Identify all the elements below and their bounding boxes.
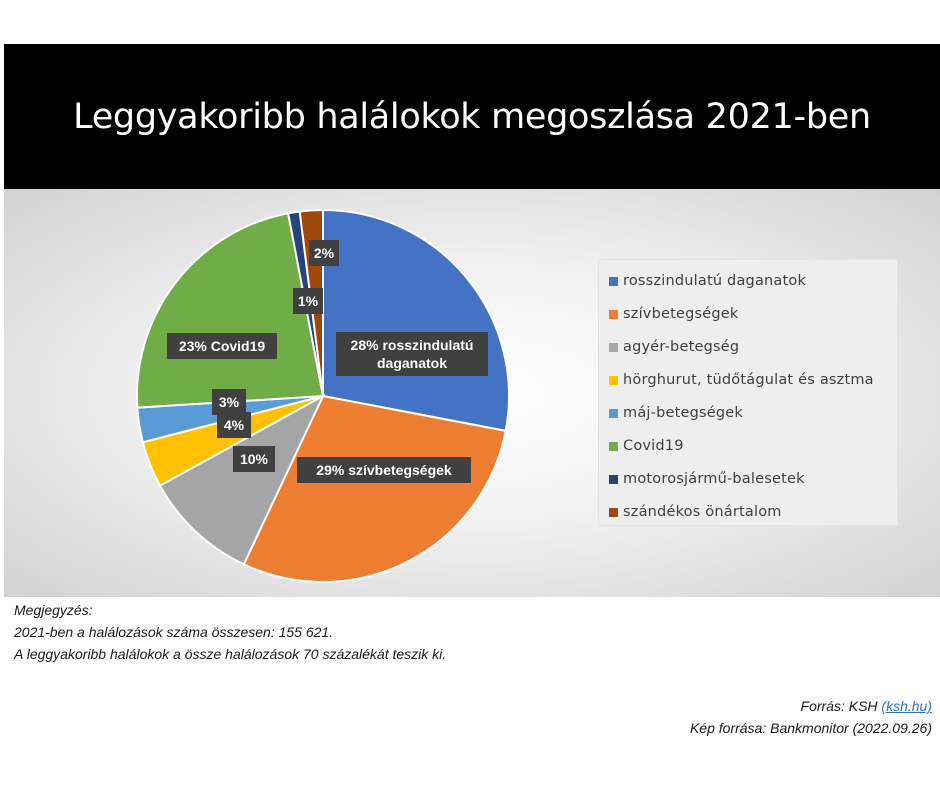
legend-swatch bbox=[609, 508, 618, 517]
ksh-link[interactable]: (ksh.hu) bbox=[881, 698, 932, 714]
data-label-3 bbox=[233, 446, 275, 472]
legend-swatch bbox=[609, 310, 618, 319]
legend-item bbox=[609, 336, 739, 358]
legend-item bbox=[609, 402, 743, 424]
legend-label: rosszindulatú daganatok bbox=[623, 273, 807, 289]
data-label-7 bbox=[293, 288, 323, 314]
legend-swatch bbox=[609, 442, 618, 451]
data-label-text: 4% bbox=[223, 417, 245, 433]
notes-heading: Megjegyzés: bbox=[14, 602, 93, 618]
legend-label: máj-betegségek bbox=[623, 405, 744, 421]
pie-slice-1 bbox=[323, 210, 509, 431]
data-label-1 bbox=[336, 332, 488, 376]
chart-area bbox=[4, 189, 940, 597]
data-label-text: 1% bbox=[297, 293, 319, 309]
legend-swatch bbox=[609, 277, 618, 286]
title-bar bbox=[4, 44, 940, 189]
data-label-text: 10% bbox=[239, 451, 269, 467]
legend-item bbox=[609, 435, 684, 457]
legend-item bbox=[609, 369, 874, 391]
chart-title: Leggyakoribb halálokok megoszlása 2021-ben bbox=[73, 96, 871, 137]
data-label-text: 29% szívbetegségek bbox=[316, 462, 452, 478]
data-label-6 bbox=[167, 333, 277, 359]
data-label-text: daganatok bbox=[376, 355, 448, 371]
legend-label: agyér-betegség bbox=[623, 339, 740, 355]
source-ksh bbox=[690, 695, 932, 717]
legend-item bbox=[609, 468, 805, 490]
legend-item bbox=[609, 501, 782, 523]
legend-label: Covid19 bbox=[623, 438, 684, 454]
legend-item bbox=[609, 303, 739, 325]
legend-swatch bbox=[609, 409, 618, 418]
data-label-4 bbox=[217, 412, 251, 438]
legend-label: hörghurut, tüdőtágulat és asztma bbox=[623, 372, 874, 388]
data-label-5 bbox=[212, 389, 246, 415]
legend-swatch bbox=[609, 343, 618, 352]
data-label-text: 28% rosszindulatú bbox=[350, 337, 474, 353]
legend-swatch bbox=[609, 475, 618, 484]
legend-item bbox=[609, 270, 806, 292]
source-ksh-prefix: Forrás: KSH bbox=[800, 698, 882, 714]
sources bbox=[690, 695, 932, 739]
notes-share: A leggyakoribb halálokok a össze halálozások 70 százalékát teszik ki. bbox=[14, 646, 447, 662]
chart-legend bbox=[598, 259, 898, 526]
data-label-text: 3% bbox=[218, 394, 240, 410]
notes bbox=[14, 599, 714, 665]
legend-label: szívbetegségek bbox=[623, 306, 739, 322]
data-label-8 bbox=[309, 240, 339, 266]
image-source: Kép forrása: Bankmonitor (2022.09.26) bbox=[689, 720, 932, 736]
data-label-2 bbox=[297, 457, 471, 483]
data-label-text: 2% bbox=[313, 245, 335, 261]
notes-total: 2021-ben a halálozások száma összesen: 155 621. bbox=[14, 624, 334, 640]
legend-swatch bbox=[609, 376, 618, 385]
legend-label: szándékos önártalom bbox=[623, 504, 782, 520]
legend-label: motorosjármű-balesetek bbox=[623, 471, 805, 487]
data-label-text: 23% Covid19 bbox=[178, 338, 266, 354]
